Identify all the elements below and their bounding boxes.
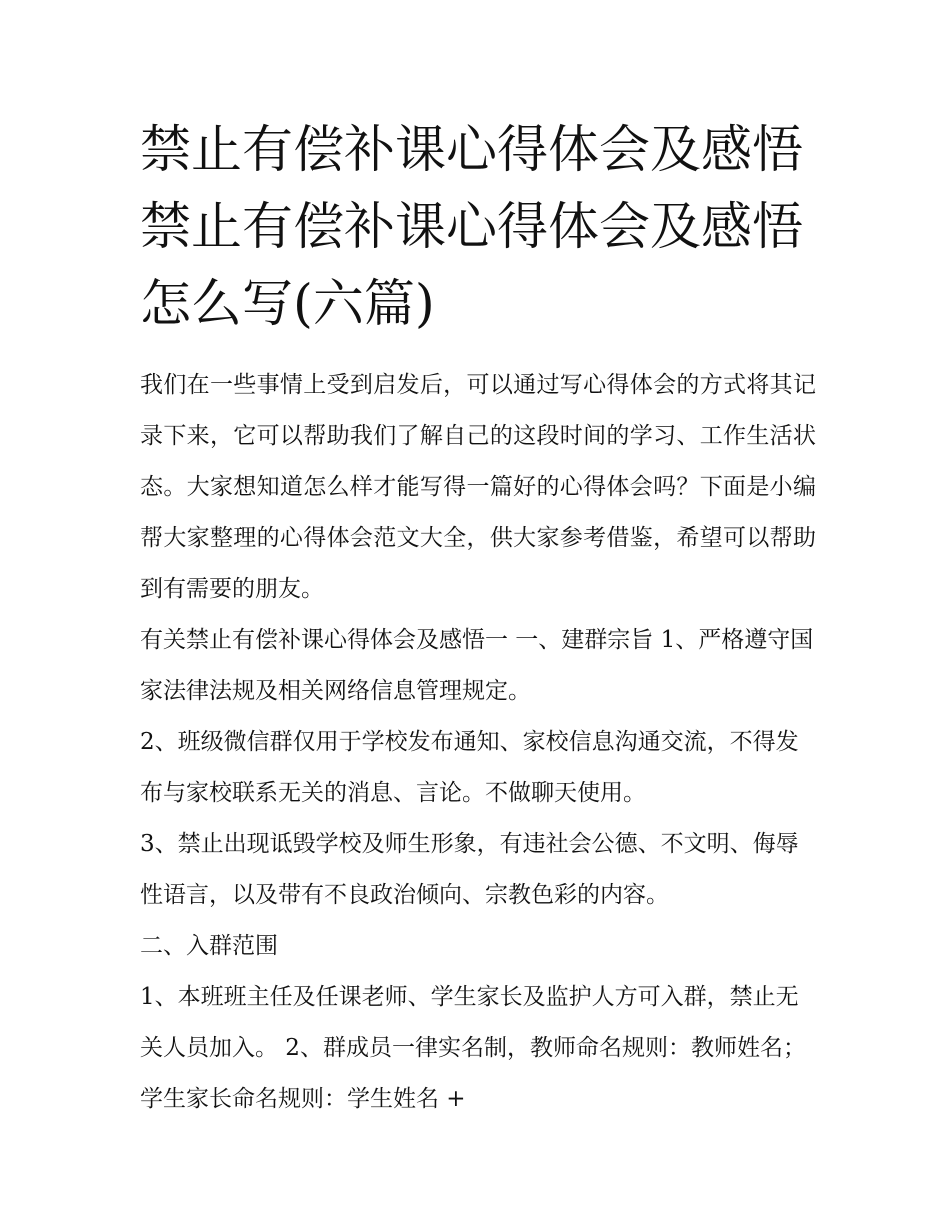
title-line-3: 怎么写(六篇) xyxy=(140,275,435,334)
section-two-heading: 二、入群范围 xyxy=(140,933,278,959)
section-one-paragraph: 有关禁止有偿补课心得体会及感悟一 一、建群宗旨 1、严格遵守国家法律法规及相关网络信息管理规定。 xyxy=(140,627,814,704)
document-title xyxy=(140,112,816,343)
membership-paragraph: 1、本班班主任及任课老师、学生家长及监护人方可入群，禁止无关人员加入。 2、群成员一律实名制，教师命名规则：教师姓名；学生家长命名规则：学生姓名 + xyxy=(140,984,806,1112)
title-line-2: 禁止有偿补课心得体会及感悟 xyxy=(140,198,804,257)
rule-2-paragraph: 2、班级微信群仅用于学校发布通知、家校信息沟通交流，不得发布与家校联系无关的消息、言论。不做聊天使用。 xyxy=(140,729,799,806)
title-line-1: 禁止有偿补课心得体会及感悟 xyxy=(140,121,804,180)
intro-paragraph: 我们在一些事情上受到启发后，可以通过写心得体会的方式将其记录下来，它可以帮助我们了解自己的这段时间的学习、工作生活状态。大家想知道怎么样才能写得一篇好的心得体会吗？下面是小编帮大家整理的心得体会范文大全，供大家参考借鉴，希望可以帮助到有需要的朋友。 xyxy=(140,372,816,602)
document-content xyxy=(140,112,816,1125)
document-body xyxy=(140,360,816,1125)
rule-3-paragraph: 3、禁止出现诋毁学校及师生形象，有违社会公德、不文明、侮辱性语言，以及带有不良政治倾向、宗教色彩的内容。 xyxy=(140,831,799,908)
